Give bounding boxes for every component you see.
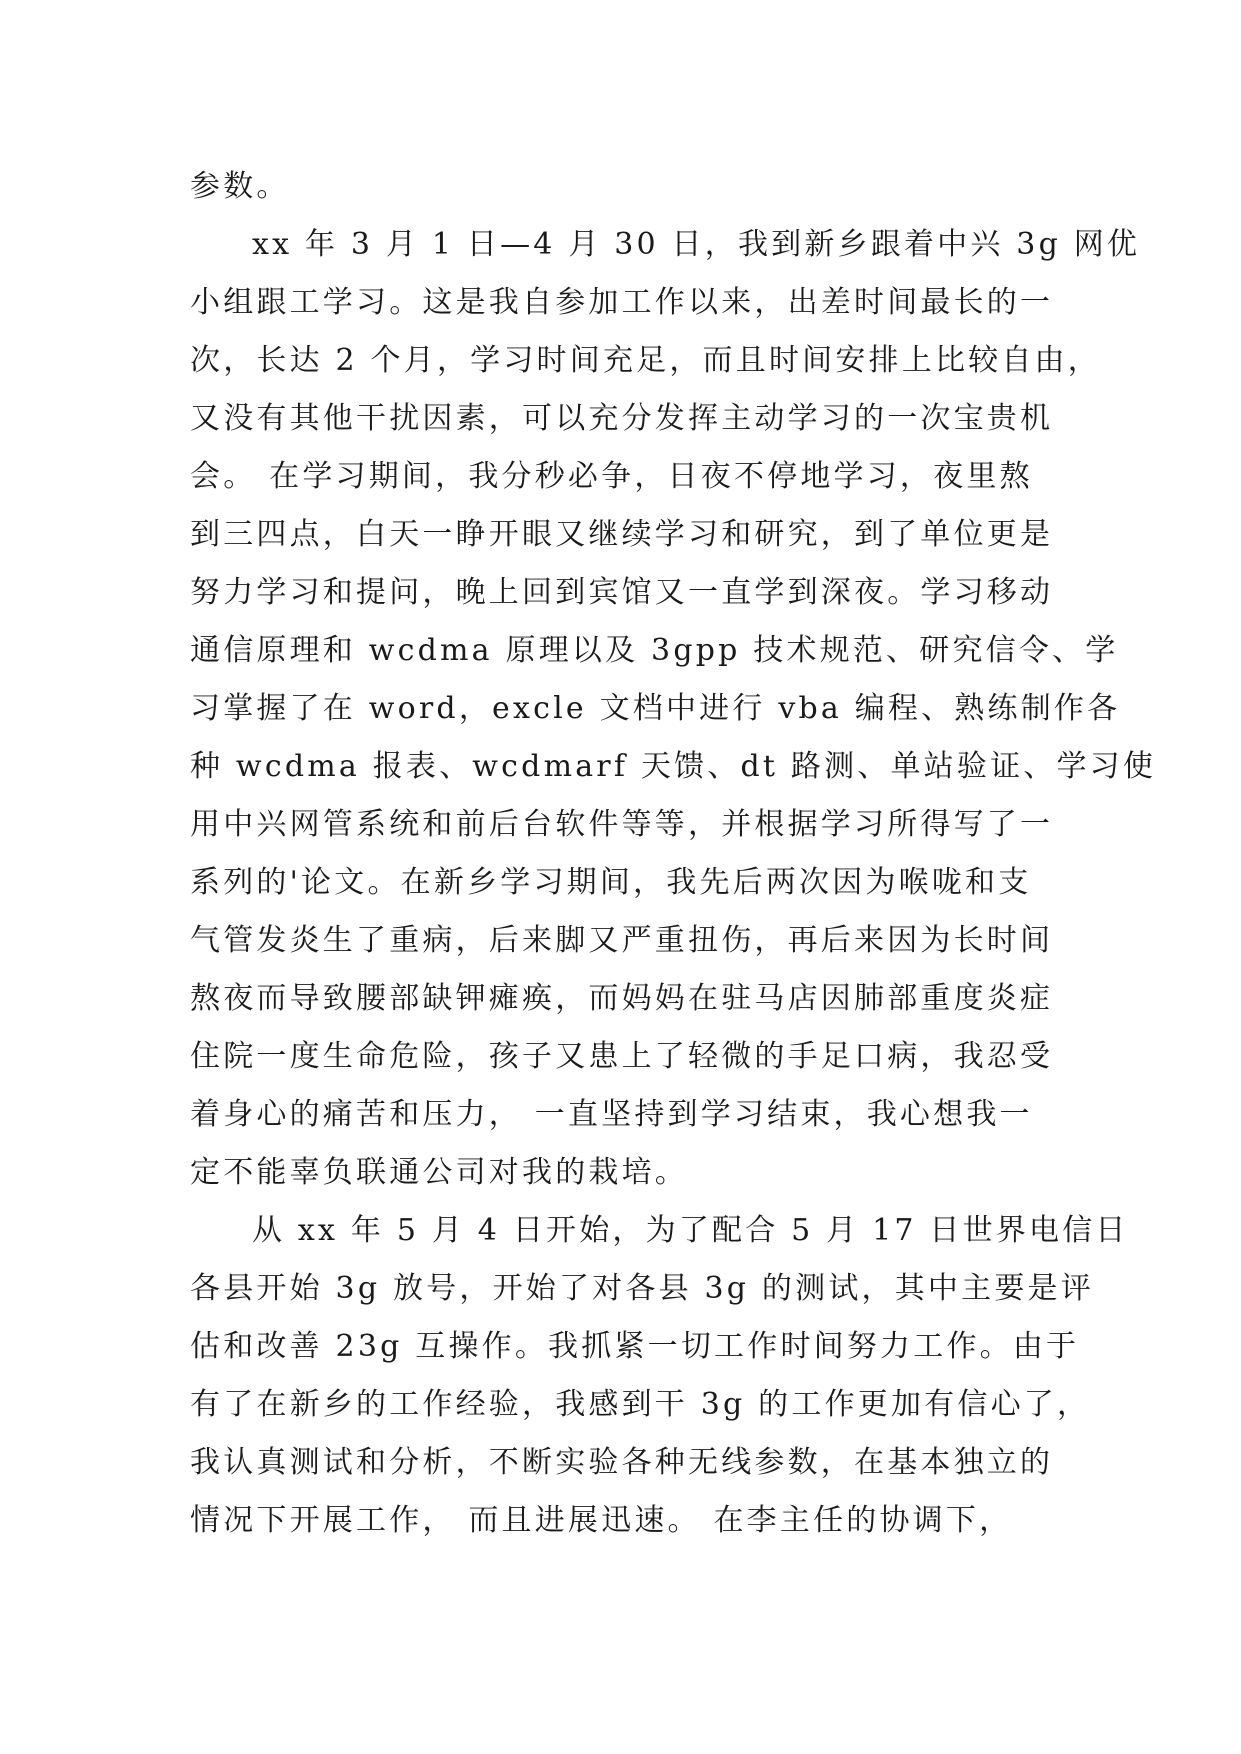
text-line: 情况下开展工作， 而且进展迅速。 在李主任的协调下，	[190, 1503, 1013, 1538]
text-line: xx 年 3 月 1 日—4 月 30 日，我到新乡跟着中兴 3g 网优	[252, 227, 1141, 262]
text-line: 住院一度生命危险，孩子又患上了轻微的手足口病，我忍受	[190, 1039, 1054, 1074]
text-line: 又没有其他干扰因素，可以充分发挥主动学习的一次宝贵机	[190, 401, 1054, 436]
text-line: 小组跟工学习。这是我自参加工作以来，出差时间最长的一	[190, 285, 1054, 320]
text-line: 通信原理和 wcdma 原理以及 3gpp 技术规范、研究信令、学	[190, 633, 1119, 668]
text-line: 着身心的痛苦和压力， 一直坚持到学习结束，我心想我一	[190, 1097, 1033, 1132]
text-line: 估和改善 23g 互操作。我抓紧一切工作时间努力工作。由于	[190, 1329, 1080, 1364]
text-line: 熬夜而导致腰部缺钾瘫痪，而妈妈在驻马店因肺部重度炎症	[190, 981, 1054, 1016]
text-line: 习掌握了在 word，excle 文档中进行 vba 编程、熟练制作各	[190, 691, 1121, 726]
body-text	[190, 158, 1157, 1550]
text-line: 我认真测试和分析，不断实验各种无线参数，在基本独立的	[190, 1445, 1054, 1480]
text-line: 有了在新乡的工作经验，我感到干 3g 的工作更加有信心了，	[190, 1387, 1091, 1422]
text-line: 种 wcdma 报表、wcdmarf 天馈、dt 路测、单站验证、学习使	[190, 749, 1157, 784]
text-line: 各县开始 3g 放号，开始了对各县 3g 的测试，其中主要是评	[190, 1271, 1094, 1306]
text-line: 次，长达 2 个月，学习时间充足，而且时间安排上比较自由，	[190, 343, 1101, 378]
text-line: 从 xx 年 5 月 4 日开始，为了配合 5 月 17 日世界电信日	[252, 1213, 1129, 1248]
text-line: 气管发炎生了重病，后来脚又严重扭伤，再后来因为长时间	[190, 923, 1054, 958]
text-line: 会。 在学习期间，我分秒必争，日夜不停地学习，夜里熬	[190, 459, 1033, 494]
text-line: 定不能辜负联通公司对我的栽培。	[190, 1155, 688, 1190]
text-line: 用中兴网管系统和前后台软件等等，并根据学习所得写了一	[190, 807, 1054, 842]
text-line: 到三四点，白天一睁开眼又继续学习和研究，到了单位更是	[190, 517, 1054, 552]
text-line: 参数。	[190, 169, 290, 204]
text-line: 努力学习和提问，晚上回到宾馆又一直学到深夜。学习移动	[190, 575, 1054, 610]
text-line: 系列的'论文。在新乡学习期间，我先后两次因为喉咙和支	[190, 865, 1032, 900]
